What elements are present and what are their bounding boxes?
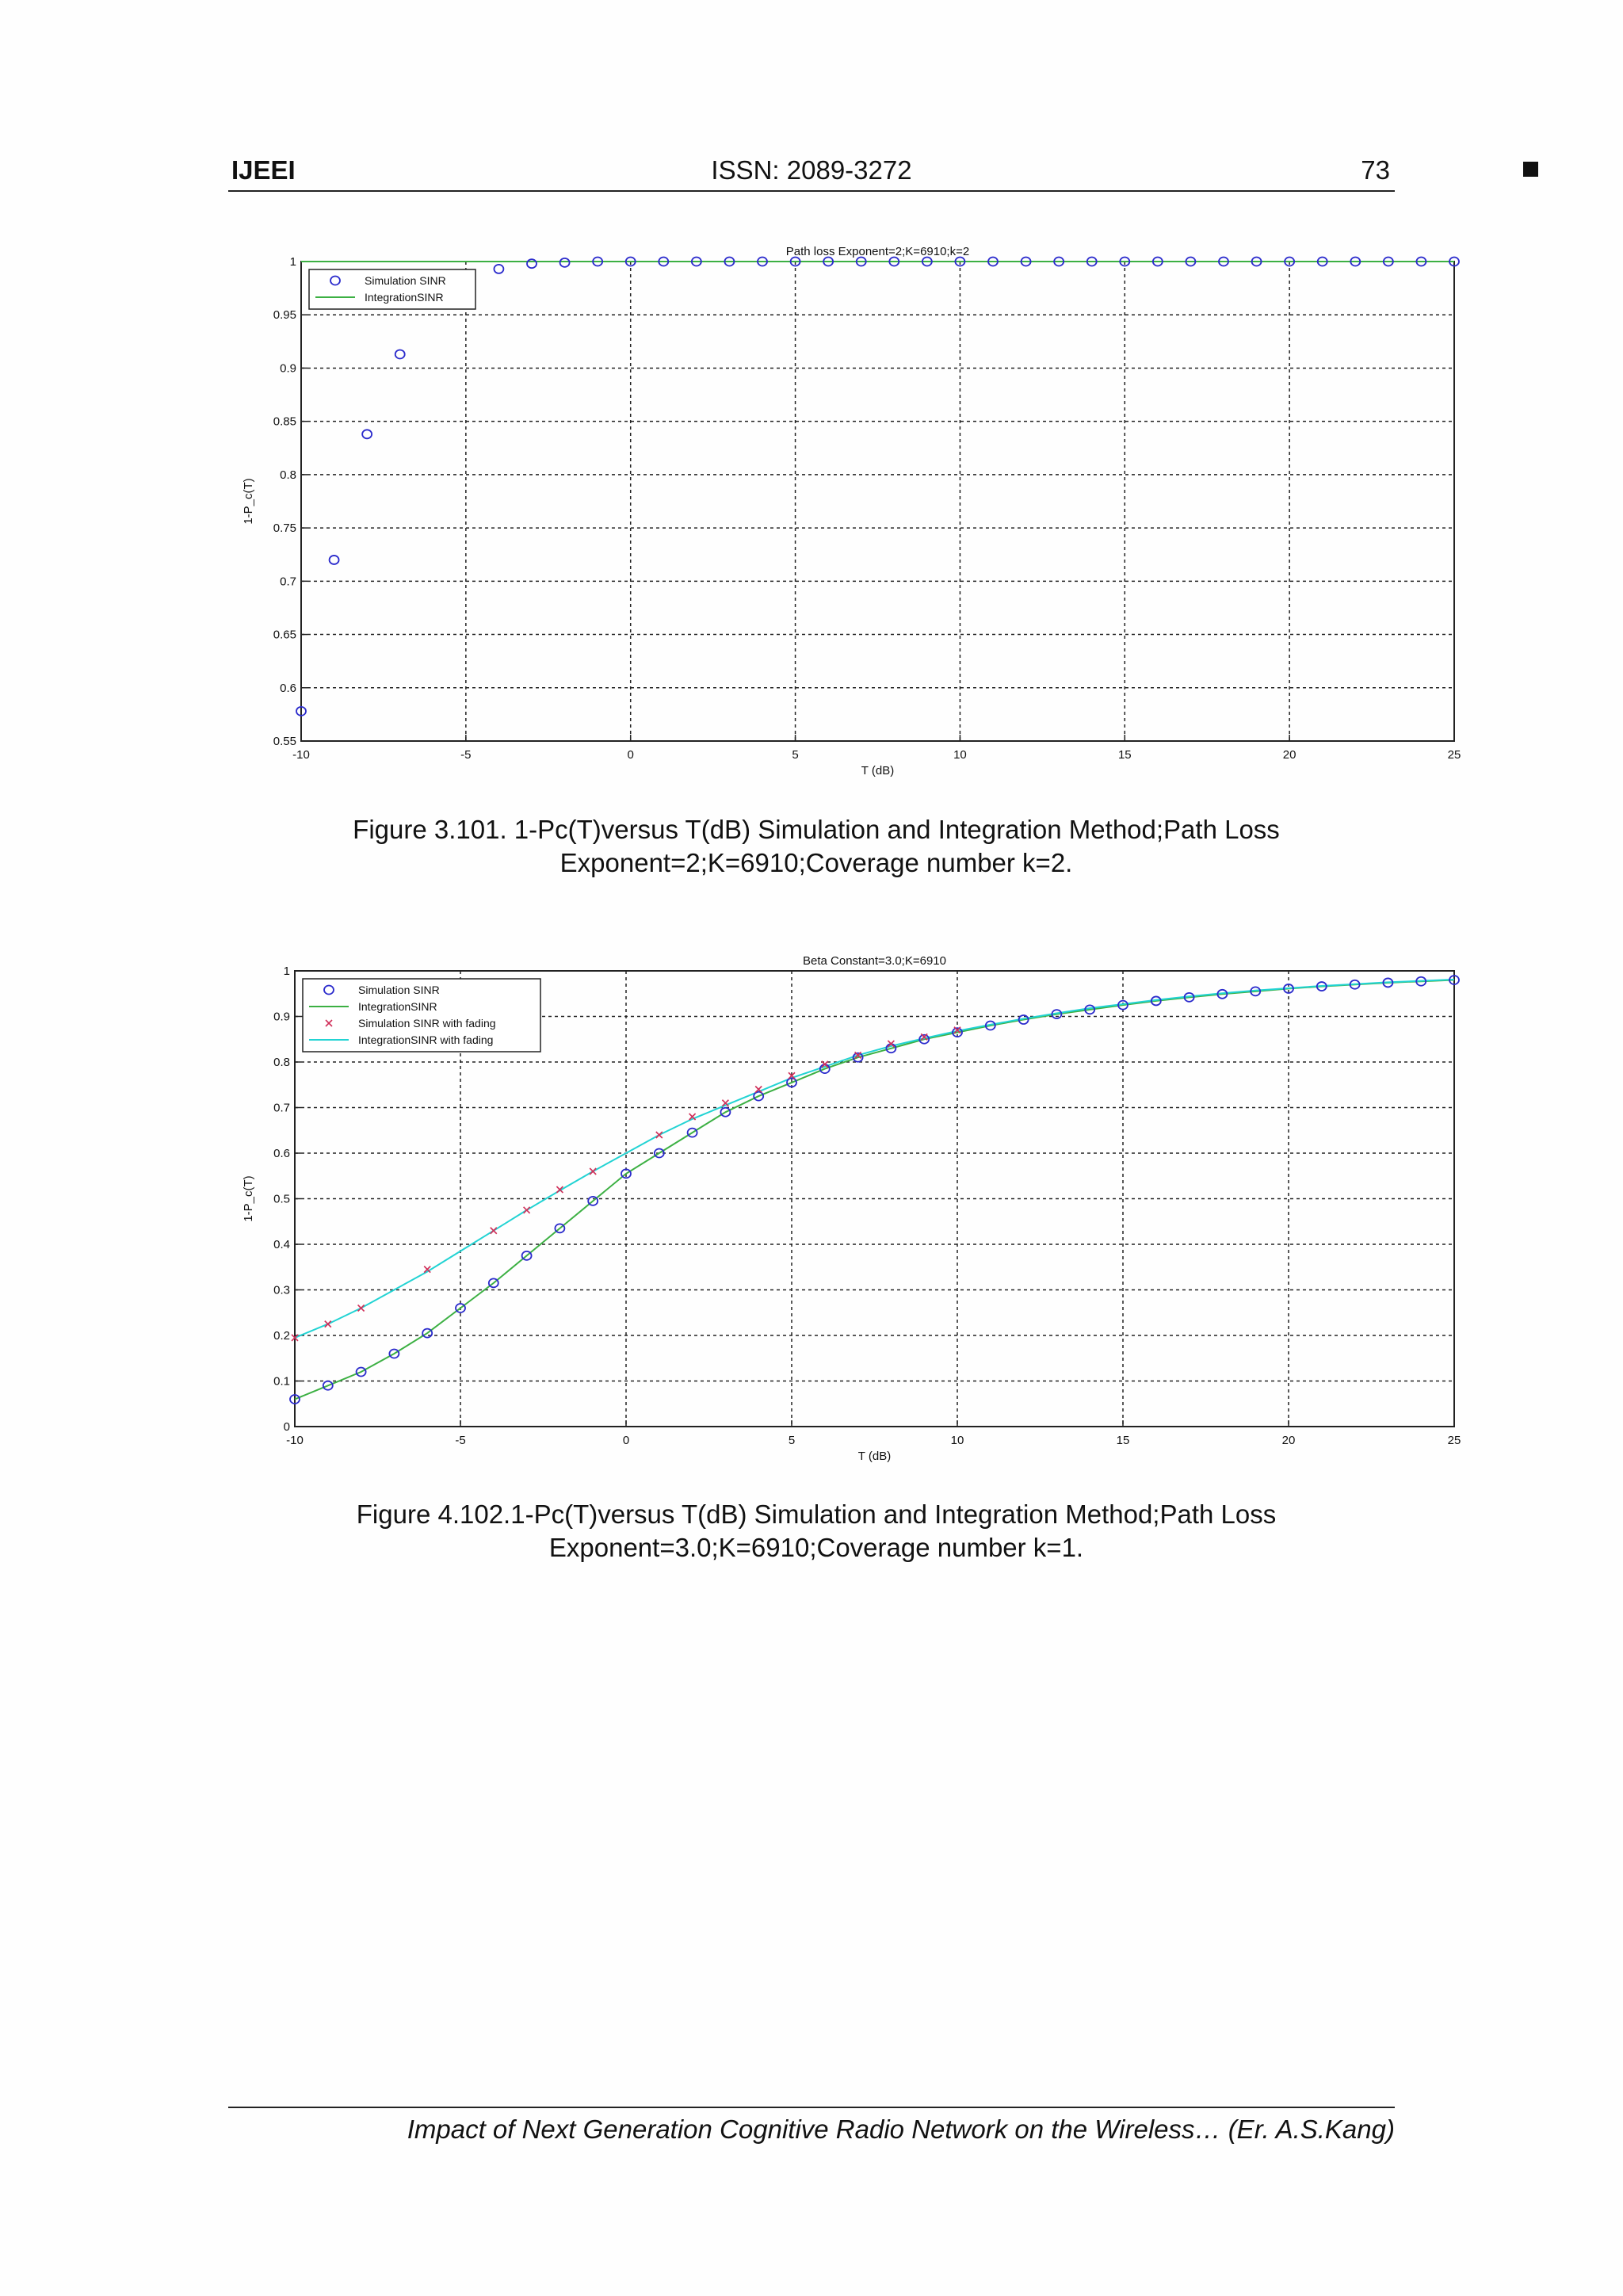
y-tick-label: 0.6 <box>273 1147 290 1160</box>
y-tick-label: 0.8 <box>273 1056 290 1069</box>
x-tick-label: 0 <box>627 748 634 762</box>
y-tick-label: 0.7 <box>273 1101 290 1115</box>
y-tick-label: 0.7 <box>280 575 296 589</box>
x-tick-label: 10 <box>953 748 967 762</box>
y-axis-label: 1-P_c(T) <box>242 1175 255 1222</box>
y-tick-label: 0.3 <box>273 1283 290 1297</box>
y-tick-label: 0.55 <box>273 735 296 748</box>
legend <box>303 979 540 1052</box>
data-point-circle <box>330 556 339 564</box>
footer-text: Impact of Next Generation Cognitive Radio Network on the Wireless… (Er. A.S.Kang) <box>407 2115 1395 2144</box>
page-footer <box>228 2107 1395 2145</box>
x-tick-label: 10 <box>950 1434 964 1447</box>
y-tick-label: 0.6 <box>280 681 296 695</box>
x-tick-label: -10 <box>286 1434 304 1447</box>
y-tick-label: 0.65 <box>273 628 296 642</box>
y-tick-label: 0.8 <box>280 468 296 482</box>
y-tick-label: 0.2 <box>273 1329 290 1343</box>
legend-entry-label: Simulation SINR <box>365 274 446 287</box>
x-tick-label: 5 <box>788 1434 796 1447</box>
y-axis-label: 1-P_c(T) <box>242 478 255 525</box>
chart-title: Path loss Exponent=2;K=6910;k=2 <box>785 245 970 258</box>
legend <box>309 269 475 309</box>
data-point-x <box>491 1228 497 1234</box>
chart-path-loss-exponent-2 <box>238 234 1474 781</box>
y-tick-label: 0.4 <box>273 1238 290 1251</box>
x-tick-label: 20 <box>1281 1434 1296 1447</box>
page-number: 73 <box>1361 155 1390 185</box>
y-tick-label: 0 <box>283 1420 290 1434</box>
square-bullet-icon <box>1523 162 1538 177</box>
y-tick-label: 0.9 <box>273 1010 290 1024</box>
x-tick-label: -5 <box>455 1434 466 1447</box>
y-tick-label: 0.9 <box>280 361 296 376</box>
figure-2-caption <box>238 1498 1395 1564</box>
y-tick-label: 1 <box>289 255 296 269</box>
data-point-circle <box>494 265 503 273</box>
x-tick-label: -5 <box>460 748 472 762</box>
x-tick-label: -10 <box>292 748 310 762</box>
legend-entry-label: Simulation SINR with fading <box>358 1017 496 1030</box>
data-point-x <box>325 1321 331 1328</box>
issn: ISSN: 2089-3272 <box>711 155 912 185</box>
chart-beta-constant-3 <box>238 943 1474 1482</box>
figure-1-caption-line2: Exponent=2;K=6910;Coverage number k=2. <box>559 848 1073 877</box>
x-tick-label: 0 <box>622 1434 630 1447</box>
legend-entry-label: Simulation SINR <box>358 984 440 996</box>
y-tick-label: 0.95 <box>273 308 296 323</box>
data-point-x <box>358 1305 365 1312</box>
data-point-circle <box>362 430 372 438</box>
figure-2-caption-line2: Exponent=3.0;K=6910;Coverage number k=1. <box>548 1533 1084 1562</box>
x-tick-label: 5 <box>792 748 799 762</box>
x-axis-label: T (dB) <box>857 1450 892 1463</box>
y-tick-label: 0.5 <box>273 1192 290 1206</box>
page-header <box>228 152 1395 192</box>
y-tick-label: 0.85 <box>273 415 296 429</box>
y-tick-label: 1 <box>283 965 290 978</box>
figure-2-caption-line1: Figure 4.102.1-Pc(T)versus T(dB) Simulation and Integration Method;Path Loss <box>356 1499 1277 1529</box>
data-point-x <box>590 1168 596 1175</box>
x-tick-label: 15 <box>1116 1434 1130 1447</box>
figure-1 <box>238 234 1474 781</box>
chart-title: Beta Constant=3.0;K=6910 <box>803 954 946 968</box>
y-tick-label: 0.1 <box>273 1374 290 1389</box>
x-axis-label: T (dB) <box>861 764 895 777</box>
figure-1-caption <box>238 813 1395 880</box>
data-point-x <box>524 1207 530 1213</box>
x-tick-label: 15 <box>1117 748 1132 762</box>
y-tick-label: 0.75 <box>273 521 296 536</box>
x-tick-label: 25 <box>1447 748 1461 762</box>
legend-entry-label: IntegrationSINR with fading <box>358 1033 494 1046</box>
journal-name: IJEEI <box>231 155 296 185</box>
legend-entry-label: IntegrationSINR <box>358 1000 437 1013</box>
data-point-circle <box>527 259 537 268</box>
data-point-circle <box>560 258 570 267</box>
data-point-circle <box>395 350 405 358</box>
x-tick-label: 20 <box>1282 748 1296 762</box>
axes-box <box>301 262 1454 741</box>
data-point-x <box>656 1132 663 1138</box>
x-tick-label: 25 <box>1447 1434 1461 1447</box>
figure-1-caption-line1: Figure 3.101. 1-Pc(T)versus T(dB) Simulation and Integration Method;Path Loss <box>353 815 1280 844</box>
figure-2 <box>238 943 1474 1482</box>
legend-entry-label: IntegrationSINR <box>365 291 444 304</box>
